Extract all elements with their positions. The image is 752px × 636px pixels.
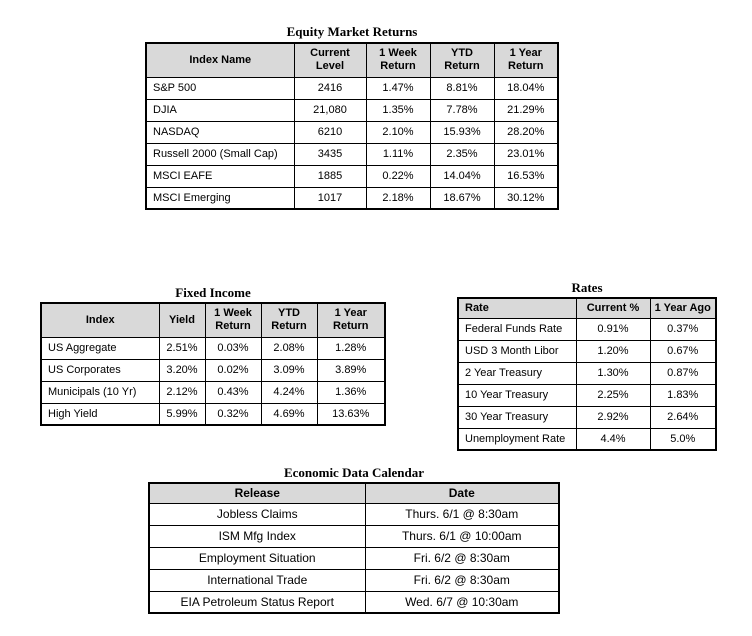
rates-cell: 0.87%: [650, 362, 716, 384]
calendar-cell: International Trade: [149, 569, 365, 591]
table-row: [149, 525, 559, 547]
calendar-table: [148, 482, 560, 614]
fixed-header-1-year-return: 1 Year Return: [317, 303, 385, 337]
table-row: [458, 406, 716, 428]
equity-cell: 7.78%: [430, 99, 494, 121]
table-row: [41, 403, 385, 425]
equity-cell: 2.18%: [366, 187, 430, 209]
calendar-cell: Fri. 6/2 @ 8:30am: [365, 569, 559, 591]
fixed-cell: High Yield: [41, 403, 159, 425]
equity-header-index-name: Index Name: [146, 43, 294, 77]
fixed-cell: 1.28%: [317, 337, 385, 359]
table-row: [458, 384, 716, 406]
equity-cell: MSCI Emerging: [146, 187, 294, 209]
fixed-header-yield: Yield: [159, 303, 205, 337]
table-row: [458, 340, 716, 362]
table-row: [458, 362, 716, 384]
table-row: [41, 337, 385, 359]
rates-cell: 2.92%: [576, 406, 650, 428]
rates-cell: 4.4%: [576, 428, 650, 450]
equity-header-1-year-return: 1 Year Return: [494, 43, 558, 77]
table-row: [146, 165, 558, 187]
fixed-cell: US Corporates: [41, 359, 159, 381]
fixed-cell: Municipals (10 Yr): [41, 381, 159, 403]
calendar-cell: ISM Mfg Index: [149, 525, 365, 547]
fixed-cell: 2.12%: [159, 381, 205, 403]
rates-cell: 2.25%: [576, 384, 650, 406]
equity-cell: 0.22%: [366, 165, 430, 187]
rates-cell: 30 Year Treasury: [458, 406, 576, 428]
calendar-cell: Thurs. 6/1 @ 10:00am: [365, 525, 559, 547]
fixed-cell: 1.36%: [317, 381, 385, 403]
table-row: [149, 503, 559, 525]
fixed-cell: US Aggregate: [41, 337, 159, 359]
calendar-cell: Employment Situation: [149, 547, 365, 569]
calendar-header-release: Release: [149, 483, 365, 503]
fixed-cell: 13.63%: [317, 403, 385, 425]
rates-cell: 1.83%: [650, 384, 716, 406]
rates-cell: 2.64%: [650, 406, 716, 428]
fixed-income-title: Fixed Income: [175, 285, 251, 300]
calendar-header-date: Date: [365, 483, 559, 503]
table-row: [149, 591, 559, 613]
fixed-income-table: [40, 302, 386, 426]
equity-header-current-level: Current Level: [294, 43, 366, 77]
equity-title: Equity Market Returns: [286, 24, 418, 39]
equity-cell: 14.04%: [430, 165, 494, 187]
equity-cell: S&P 500: [146, 77, 294, 99]
table-row: [146, 187, 558, 209]
rates-section: [457, 280, 717, 451]
table-row: [458, 318, 716, 340]
equity-cell: 2.35%: [430, 143, 494, 165]
equity-cell: 6210: [294, 121, 366, 143]
rates-header-current: Current %: [576, 298, 650, 318]
fixed-cell: 5.99%: [159, 403, 205, 425]
equity-cell: 1.47%: [366, 77, 430, 99]
equity-cell: 1.35%: [366, 99, 430, 121]
equity-cell: 18.04%: [494, 77, 558, 99]
rates-cell: Unemployment Rate: [458, 428, 576, 450]
rates-cell: 0.91%: [576, 318, 650, 340]
equity-cell: MSCI EAFE: [146, 165, 294, 187]
fixed-cell: 0.43%: [205, 381, 261, 403]
fixed-header-index: Index: [41, 303, 159, 337]
table-row: [149, 569, 559, 591]
table-row: [41, 381, 385, 403]
fixed-cell: 0.02%: [205, 359, 261, 381]
fixed-cell: 4.24%: [261, 381, 317, 403]
rates-table: [457, 297, 717, 451]
fixed-cell: 4.69%: [261, 403, 317, 425]
equity-table: [145, 42, 559, 210]
rates-cell: 1.20%: [576, 340, 650, 362]
table-row: [41, 359, 385, 381]
rates-header-1-year-ago: 1 Year Ago: [650, 298, 716, 318]
calendar-cell: Fri. 6/2 @ 8:30am: [365, 547, 559, 569]
equity-cell: 1017: [294, 187, 366, 209]
equity-cell: 21,080: [294, 99, 366, 121]
rates-cell: 0.67%: [650, 340, 716, 362]
fixed-header-1-week-return: 1 Week Return: [205, 303, 261, 337]
rates-cell: 2 Year Treasury: [458, 362, 576, 384]
fixed-cell: 2.08%: [261, 337, 317, 359]
equity-cell: 23.01%: [494, 143, 558, 165]
table-row: [146, 99, 558, 121]
fixed-cell: 3.89%: [317, 359, 385, 381]
rates-title: Rates: [571, 280, 603, 295]
equity-cell: DJIA: [146, 99, 294, 121]
fixed-cell: 2.51%: [159, 337, 205, 359]
table-row: [146, 121, 558, 143]
equity-cell: NASDAQ: [146, 121, 294, 143]
equity-cell: Russell 2000 (Small Cap): [146, 143, 294, 165]
calendar-cell: Jobless Claims: [149, 503, 365, 525]
equity-cell: 1.11%: [366, 143, 430, 165]
table-row: [146, 143, 558, 165]
rates-header-rate: Rate: [458, 298, 576, 318]
fixed-cell: 0.03%: [205, 337, 261, 359]
fixed-cell: 3.20%: [159, 359, 205, 381]
equity-cell: 3435: [294, 143, 366, 165]
rates-cell: USD 3 Month Libor: [458, 340, 576, 362]
calendar-section: [148, 465, 560, 614]
equity-header-1-week-return: 1 Week Return: [366, 43, 430, 77]
fixed-income-section: [40, 285, 386, 426]
fixed-cell: 0.32%: [205, 403, 261, 425]
equity-cell: 15.93%: [430, 121, 494, 143]
equity-cell: 18.67%: [430, 187, 494, 209]
equity-cell: 1885: [294, 165, 366, 187]
rates-cell: 1.30%: [576, 362, 650, 384]
equity-section: [145, 24, 559, 210]
table-row: [146, 77, 558, 99]
equity-cell: 2.10%: [366, 121, 430, 143]
equity-header-ytd-return: YTD Return: [430, 43, 494, 77]
calendar-cell: EIA Petroleum Status Report: [149, 591, 365, 613]
rates-cell: 0.37%: [650, 318, 716, 340]
equity-cell: 30.12%: [494, 187, 558, 209]
fixed-header-ytd-return: YTD Return: [261, 303, 317, 337]
equity-cell: 8.81%: [430, 77, 494, 99]
table-row: [458, 428, 716, 450]
equity-cell: 21.29%: [494, 99, 558, 121]
rates-cell: Federal Funds Rate: [458, 318, 576, 340]
table-row: [149, 547, 559, 569]
calendar-cell: Thurs. 6/1 @ 8:30am: [365, 503, 559, 525]
fixed-cell: 3.09%: [261, 359, 317, 381]
equity-cell: 16.53%: [494, 165, 558, 187]
rates-cell: 10 Year Treasury: [458, 384, 576, 406]
calendar-cell: Wed. 6/7 @ 10:30am: [365, 591, 559, 613]
equity-cell: 28.20%: [494, 121, 558, 143]
equity-cell: 2416: [294, 77, 366, 99]
calendar-title: Economic Data Calendar: [283, 465, 425, 480]
rates-cell: 5.0%: [650, 428, 716, 450]
